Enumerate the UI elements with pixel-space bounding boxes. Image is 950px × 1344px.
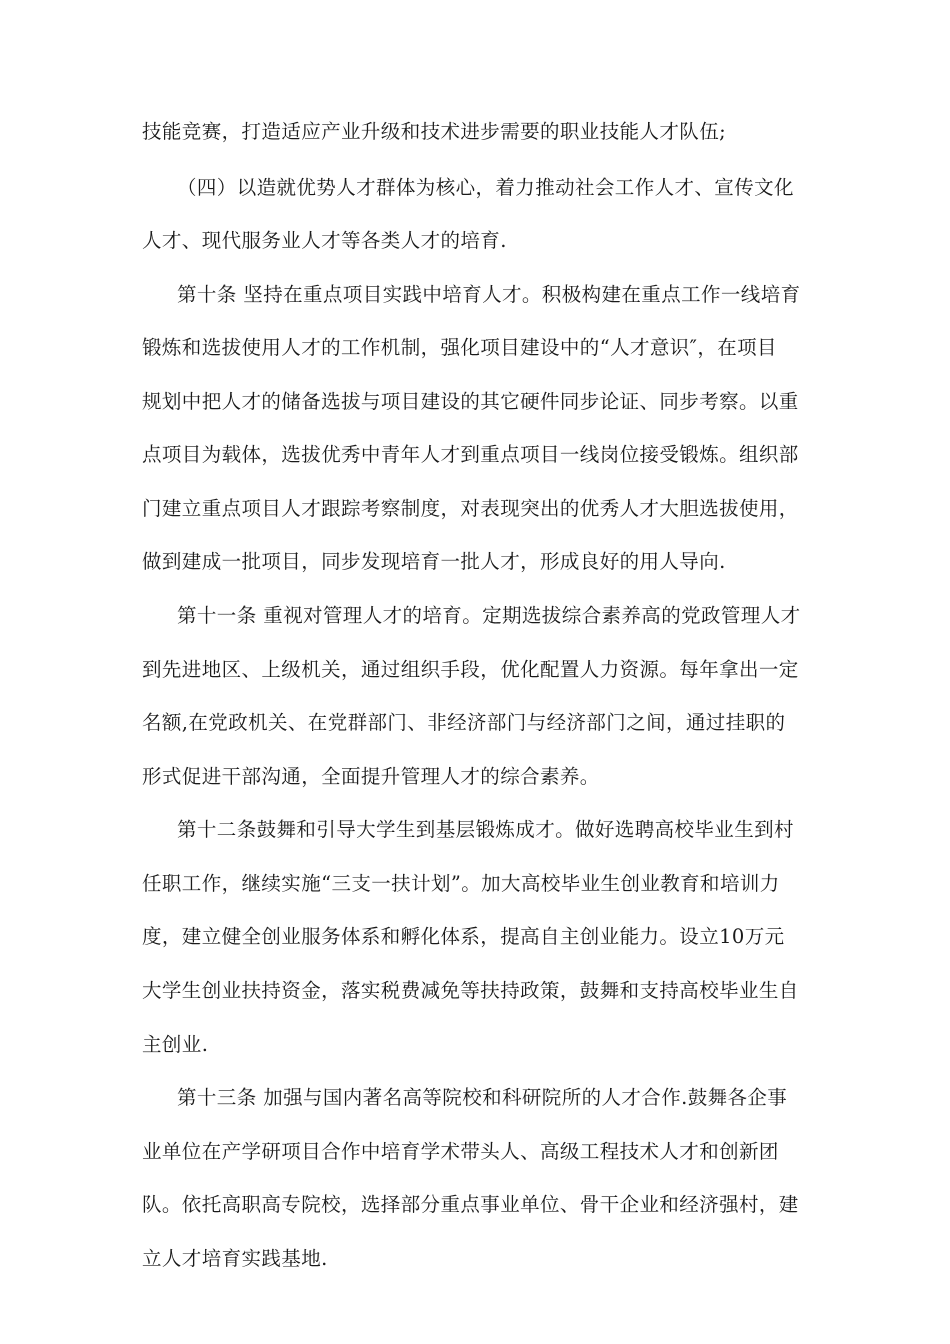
text-line: 点项目为载体，选拔优秀中青年人才到重点项目一线岗位接受锻炼。组织部 [142, 443, 799, 466]
text-line: 第十三条 加强与国内著名高等院校和科研院所的人才合作.鼓舞各企事 [177, 1086, 788, 1109]
text-line: 形式促进干部沟通，全面提升管理人才的综合素养。 [142, 765, 600, 788]
text-line: 名额,在党政机关、在党群部门、非经济部门与经济部门之间，通过挂职的 [142, 711, 786, 734]
text-line: 门建立重点项目人才跟踪考察制度，对表现突出的优秀人才大胆选拔使用， [142, 497, 799, 520]
text-line: 人才、现代服务业人才等各类人才的培育. [142, 229, 507, 252]
text-line: （四）以造就优势人才群体为核心，着力推动社会工作人才、宣传文化 [177, 176, 794, 199]
text-line: 立人才培育实践基地. [142, 1247, 328, 1270]
text-line: 锻炼和选拔使用人才的工作机制，强化项目建设中的“人才意识″，在项目 [142, 336, 777, 359]
text-line: 规划中把人才的储备选拔与项目建设的其它硬件同步论证、同步考察。以重 [142, 390, 799, 413]
text-line: 第十二条鼓舞和引导大学生到基层锻炼成才。做好选聘高校毕业生到村 [177, 818, 794, 841]
text-line: 度，建立健全创业服务体系和孵化体系，提高自主创业能力。设立10万元 [142, 925, 785, 948]
text-line: 大学生创业扶持资金，落实税费减免等扶持政策，鼓舞和支持高校毕业生自 [142, 979, 799, 1002]
text-line: 队。依托高职高专院校，选择部分重点事业单位、骨干企业和经济强村，建 [142, 1193, 799, 1216]
text-line: 业单位在产学研项目合作中培育学术带头人、高级工程技术人才和创新团 [142, 1140, 779, 1163]
text-line: 技能竞赛，打造适应产业升级和技术进步需要的职业技能人才队伍; [142, 120, 727, 143]
text-line: 到先进地区、上级机关，通过组织手段，优化配置人力资源。每年拿出一定 [142, 658, 799, 681]
text-line: 做到建成一批项目，同步发现培育一批人才，形成良好的用人导向. [142, 550, 726, 573]
text-line: 第十一条 重视对管理人才的培育。定期选拔综合素养高的党政管理人才 [177, 604, 801, 627]
text-line: 第十条 坚持在重点项目实践中培育人才。积极构建在重点工作一线培育 [177, 283, 801, 306]
text-line: 主创业. [142, 1033, 209, 1056]
text-line: 任职工作，继续实施“三支一扶计划”。加大高校毕业生创业教育和培训力 [142, 872, 780, 895]
